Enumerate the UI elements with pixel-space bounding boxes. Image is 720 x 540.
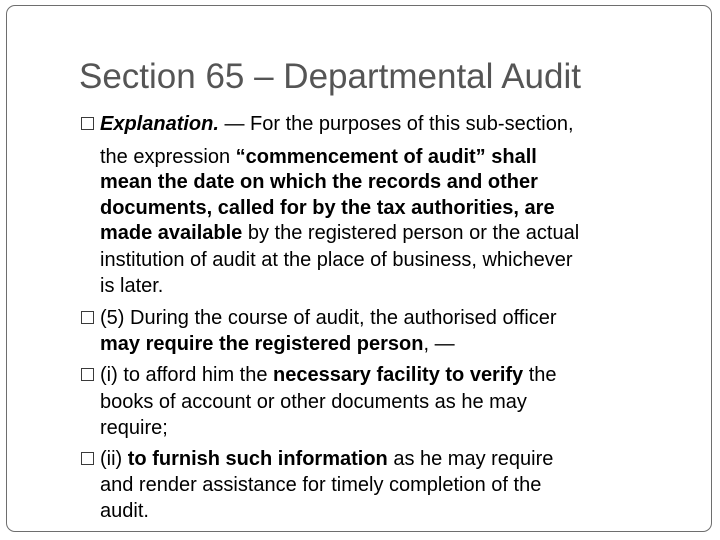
text-line	[100, 249, 573, 272]
text-run: necessary facility to verify	[273, 364, 524, 386]
slide-title: Section 65 – Departmental Audit	[79, 57, 581, 96]
text-line	[100, 391, 527, 414]
square-bullet-icon	[81, 452, 94, 465]
text-line	[100, 364, 557, 387]
text-run: documents, called for by the tax authorities, are	[100, 197, 555, 219]
text-run: require;	[100, 417, 168, 439]
text-run: , —	[423, 333, 455, 355]
text-line	[100, 448, 553, 471]
text-line	[100, 222, 579, 245]
text-run: and render assistance for timely completion of the	[100, 474, 542, 496]
text-line	[100, 307, 557, 330]
text-line	[100, 474, 541, 497]
text-run: institution of audit at the place of business, whichever	[100, 249, 573, 271]
text-line	[100, 275, 163, 298]
text-run: (5) During the course of audit, the authorised officer	[100, 307, 557, 329]
text-run: the	[523, 364, 557, 386]
text-run: “commencement of audit” shall	[235, 146, 537, 168]
square-bullet-icon	[81, 311, 94, 324]
text-run: (i) to afford him the	[100, 364, 274, 386]
text-run: — For the purposes of this sub-section,	[218, 113, 574, 135]
text-run: as he may require	[387, 448, 554, 470]
text-run: to furnish such information	[127, 448, 388, 470]
text-run: made available	[100, 222, 243, 244]
text-run: Explanation.	[100, 113, 219, 135]
text-line	[100, 171, 538, 194]
square-bullet-icon	[81, 368, 94, 381]
text-run: (ii)	[100, 448, 128, 470]
text-line	[100, 113, 574, 136]
square-bullet-icon	[81, 117, 94, 130]
text-run: books of account or other documents as he may	[100, 391, 527, 413]
text-line	[100, 333, 455, 356]
text-run: is later.	[100, 275, 164, 297]
text-line	[100, 500, 149, 523]
text-run: audit.	[100, 500, 149, 522]
text-run: may require the registered person	[100, 333, 424, 355]
text-line	[100, 197, 555, 220]
text-line	[100, 146, 537, 169]
text-run: mean the date on which the records and other	[100, 171, 538, 193]
text-run: by the registered person or the actual	[242, 222, 580, 244]
text-line	[100, 417, 168, 440]
text-run: the expression	[100, 146, 236, 168]
